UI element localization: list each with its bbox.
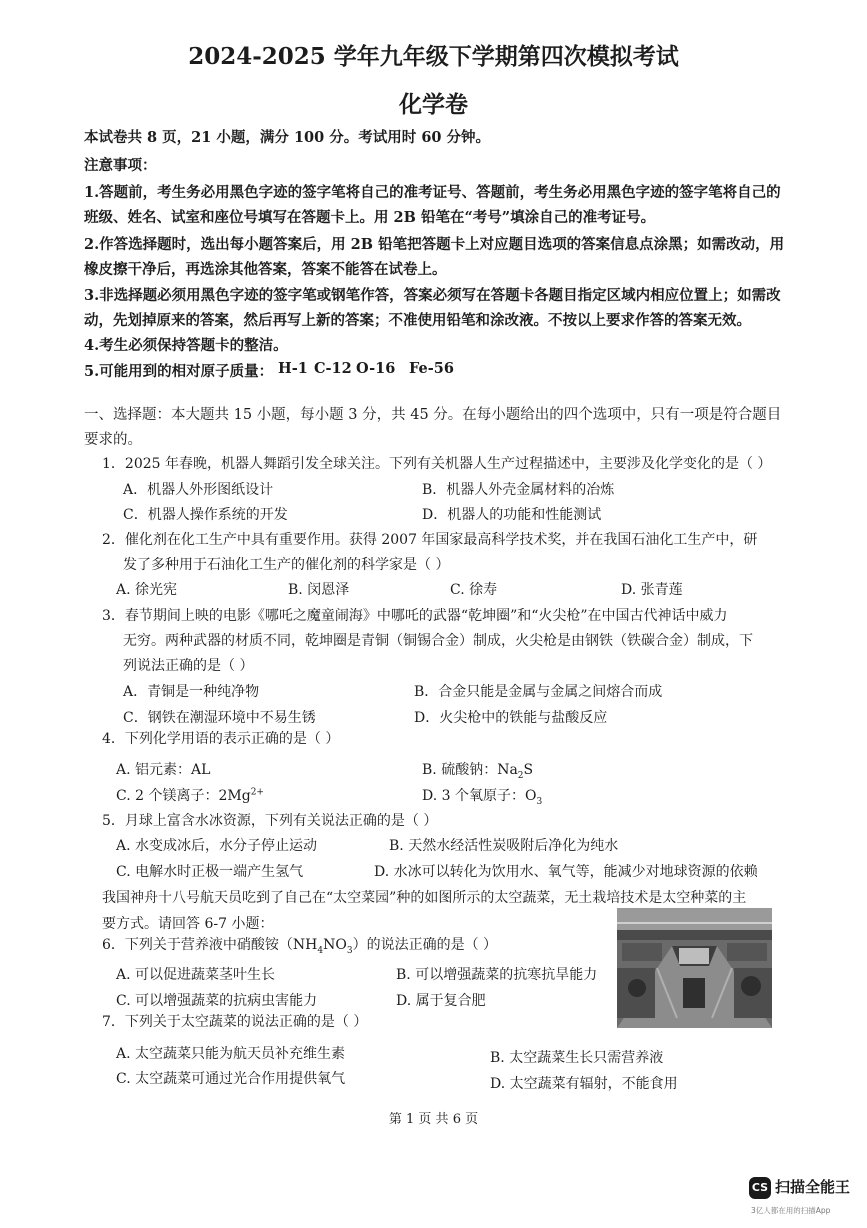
question-5-option-d: D. 水冰可以转化为饮用水、氧气等，能减少对地球资源的依赖 — [374, 864, 758, 880]
question-4-stem: 4．下列化学用语的表示正确的是（ ） — [102, 731, 340, 747]
page-footer: 第 1 页 共 6 页 — [388, 1112, 479, 1127]
question-4-option-d: D. 3 个氧原子：$O_3$ — [422, 788, 543, 807]
material-text: 我国神舟十八号航天员吃到了自己在“太空菜园”种的如图所示的太空蔬菜，无土栽培技术是太空种菜的主 — [102, 890, 747, 906]
question-1-stem: 1．2025 年春晚，机器人舞蹈引发全球关注。下列有关机器人生产过程描述中，主要涉及化学变化的是（ ） — [102, 456, 772, 472]
question-3-option-b: B．合金只能是金属与金属之间熔合而成 — [414, 684, 663, 700]
question-1-option-d: D．机器人的功能和性能测试 — [422, 507, 602, 523]
atomic-mass-o: O-16 — [356, 360, 396, 377]
notice-line: 动，先划掉原来的答案，然后再写上新的答案；不准使用铅笔和涂改液。不按以上要求作答的答案无效。 — [84, 312, 751, 329]
question-2-option-a: A. 徐光宪 — [116, 582, 178, 598]
camscanner-name: 扫描全能王 — [775, 1178, 851, 1196]
question-3-option-c: C．钢铁在潮湿环境中不易生锈 — [123, 710, 316, 726]
question-2-option-b: B. 闵恩泽 — [288, 582, 350, 598]
notice-line: 1.答题前，考生务必用黑色字迹的签字笔将自己的准考证号、答题前，考生务必用黑色字迹的签字笔将自己的 — [84, 184, 781, 201]
notice-line: 橡皮擦干净后，再选涂其他答案，答案不能答在试卷上。 — [84, 261, 447, 278]
atomic-mass-fe: Fe-56 — [409, 360, 454, 377]
question-7-option-a: A. 太空蔬菜只能为航天员补充维生素 — [116, 1046, 346, 1062]
question-6-option-b: B. 可以增强蔬菜的抗寒抗旱能力 — [396, 967, 598, 983]
notice-line: 2.作答选择题时，选出每小题答案后，用 2B 铅笔把答题卡上对应题目选项的答案信息点涂黑；如需改动，用 — [84, 236, 785, 253]
question-7-option-c: C. 太空蔬菜可通过光合作用提供氧气 — [116, 1071, 346, 1087]
question-1-option-a: A．机器人外形图纸设计 — [123, 482, 274, 498]
question-3-stem: 无穷。两种武器的材质不同，乾坤圈是青铜（铜锡合金）制成，火尖枪是由钢铁（铁碳合金）制成，下 — [123, 633, 753, 649]
question-2-option-d: D. 张青莲 — [621, 582, 683, 598]
question-3-option-d: D．火尖枪中的铁能与盐酸反应 — [414, 710, 608, 726]
question-7-stem: 7．下列关于太空蔬菜的说法正确的是（ ） — [102, 1014, 368, 1030]
material-text: 要方式。请回答 6-7 小题： — [102, 916, 274, 932]
notice-line: 班级、姓名、试室和座位号填写在答题卡上。用 2B 铅笔在“考号”填涂自己的准考证号。 — [84, 209, 656, 226]
question-2-stem: 2．催化剂在化工生产中具有重要作用。获得 2007 年国家最高科学技术奖，并在我国石油化工生产中，研 — [102, 532, 758, 548]
question-1-option-c: C．机器人操作系统的开发 — [123, 507, 288, 523]
section-heading: 一、选择题：本大题共 15 小题，每小题 3 分，共 45 分。在每小题给出的四个选项中，只有一项是符合题目 — [84, 407, 782, 423]
question-5-option-c: C. 电解水时正极一端产生氢气 — [116, 864, 304, 880]
space-vegetable-photo — [617, 908, 772, 1028]
question-3-stem: 3．春节期间上映的电影《哪吒之魔童闹海》中哪吒的武器“乾坤圈”和“火尖枪”在中国古代神话中威力 — [102, 608, 728, 624]
question-4-option-b: B. 硫酸钠：$Na_2S$ — [422, 762, 534, 781]
notice-title: 注意事项： — [84, 157, 157, 174]
question-6-option-c: C. 可以增强蔬菜的抗病虫害能力 — [116, 993, 318, 1009]
exam-intro: 本试卷共 8 页，21 小题，满分 100 分。考试用时 60 分钟。 — [84, 129, 491, 146]
question-3-stem: 列说法正确的是（ ） — [123, 658, 254, 674]
question-6-option-d: D. 属于复合肥 — [396, 993, 486, 1009]
camscanner-slogan: 3亿人都在用的扫描App — [751, 1206, 831, 1215]
question-7-option-b: B. 太空蔬菜生长只需营养液 — [490, 1050, 664, 1066]
section-heading: 要求的。 — [84, 432, 142, 448]
camscanner-logo-icon: CS — [749, 1177, 771, 1199]
question-3-option-a: A．青铜是一种纯净物 — [123, 684, 260, 700]
exam-title: 2024-2025 学年九年级下学期第四次模拟考试 — [188, 43, 679, 70]
notice-line: 3.非选择题必须用黑色字迹的签字笔或钢笔作答，答案必须写在答题卡各题目指定区域内相应位置上；如需改 — [84, 287, 781, 304]
question-1-option-b: B．机器人外壳金属材料的冶炼 — [422, 482, 615, 498]
notice-line: 4.考生必须保持答题卡的整洁。 — [84, 337, 288, 354]
question-2-stem: 发了多种用于石油化工生产的催化剂的科学家是（ ） — [123, 557, 450, 573]
question-4-option-a: A. 铝元素：AL — [116, 762, 211, 778]
question-5-stem: 5．月球上富含水冰资源，下列有关说法正确的是（ ） — [102, 813, 438, 829]
exam-subtitle: 化学卷 — [399, 91, 468, 118]
question-5-option-b: B. 天然水经活性炭吸附后净化为纯水 — [389, 838, 619, 854]
question-6-stem: 6．下列关于营养液中硝酸铵$(NH_4NO_3)$的说法正确的是（ ） — [102, 937, 498, 956]
atomic-mass-label: 5.可能用到的相对原子质量： — [84, 363, 274, 380]
question-4-option-c: C. 2 个镁离子：$2Mg^{2+}$ — [116, 787, 264, 804]
question-5-option-a: A. 水变成冰后，水分子停止运动 — [116, 838, 318, 854]
question-2-option-c: C. 徐寿 — [450, 582, 498, 598]
question-6-option-a: A. 可以促进蔬菜茎叶生长 — [116, 967, 276, 983]
atomic-mass-h: H-1 — [278, 360, 308, 377]
camscanner-watermark — [749, 1174, 857, 1222]
question-7-option-d: D. 太空蔬菜有辐射，不能食用 — [490, 1076, 678, 1092]
atomic-mass-c: C-12 — [314, 360, 352, 377]
